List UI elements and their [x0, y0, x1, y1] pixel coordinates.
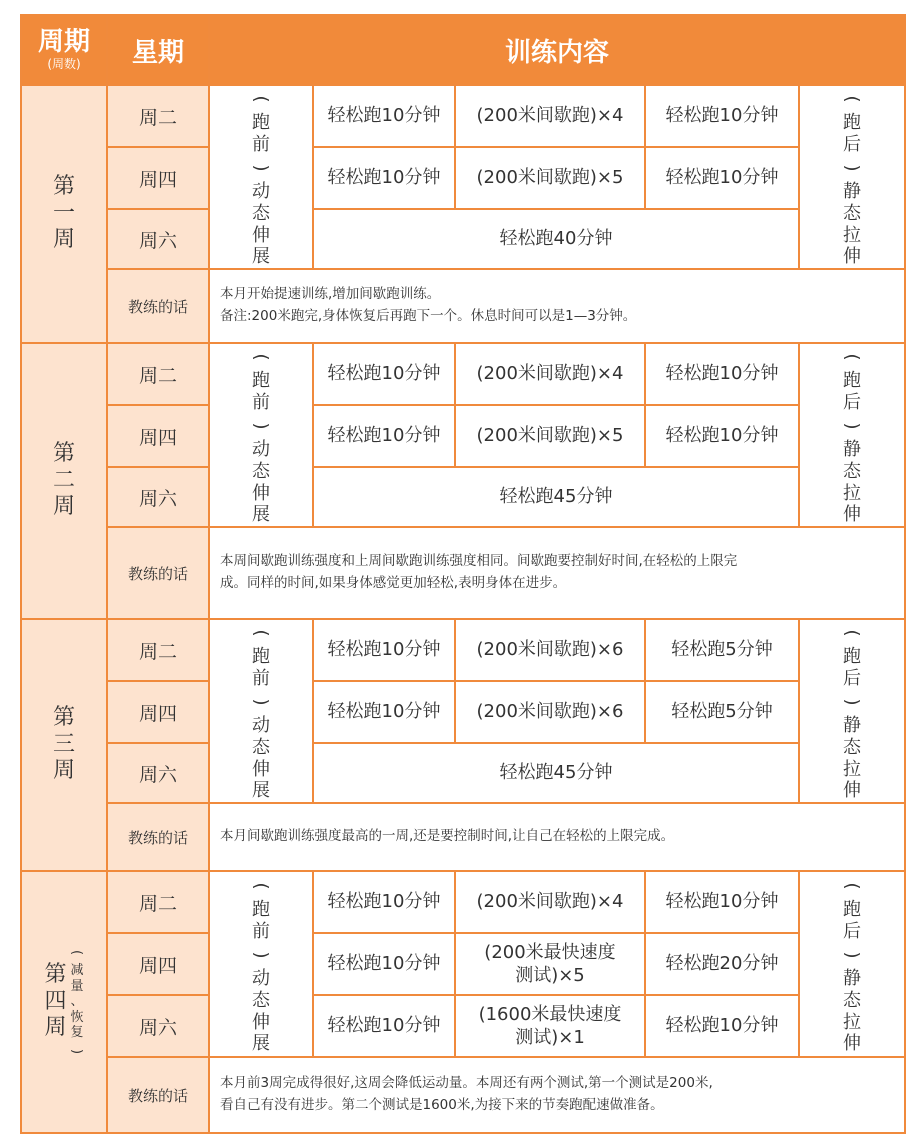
- activity-cooldown: [644, 870, 800, 934]
- week-label-1: [20, 84, 108, 344]
- weekday-cell: [106, 84, 210, 148]
- weekday-cell: [106, 994, 210, 1058]
- activity-warmup: [312, 680, 456, 744]
- activity-text: 轻松跑45分钟: [499, 762, 613, 784]
- pre-stretch-char: 伸: [252, 482, 270, 504]
- week-label-2: [20, 342, 108, 620]
- week-char: 第: [52, 174, 75, 200]
- post-stretch-char: 后: [843, 920, 861, 942]
- pre-stretch-paren-close: ): [251, 698, 272, 706]
- weekday-label: 周四: [138, 954, 177, 977]
- coach-note: [208, 802, 906, 872]
- week-char: 一: [52, 200, 75, 226]
- activity-text: 轻松跑10分钟: [327, 701, 441, 723]
- activity-cooldown: [644, 994, 800, 1058]
- activity-interval: [454, 680, 646, 744]
- weekday-cell: [106, 680, 210, 744]
- activity-text: 轻松跑10分钟: [665, 105, 779, 127]
- pre-stretch-char: 动: [252, 715, 270, 737]
- post-stretch-char: 静: [843, 181, 861, 203]
- coach-label-cell: [106, 268, 210, 344]
- pre-run-stretch: [208, 618, 314, 804]
- activity-text: 轻松跑10分钟: [665, 363, 779, 385]
- pre-stretch-char: 展: [252, 246, 270, 268]
- activity-interval: [454, 146, 646, 210]
- activity-text: (200米间歇跑)×5: [476, 167, 624, 189]
- coach-note-line: 成。同样的时间,如果身体感觉更加轻松,表明身体在进步。: [220, 575, 567, 591]
- post-stretch-paren-open: (: [842, 629, 863, 637]
- header-weekday: [106, 14, 210, 86]
- activity-text: 轻松跑10分钟: [327, 167, 441, 189]
- week-char: 周: [52, 494, 75, 520]
- activity-cooldown: [644, 932, 800, 996]
- activity-text: 轻松跑10分钟: [327, 639, 441, 661]
- post-stretch-char: 伸: [843, 504, 861, 526]
- activity-text: 轻松跑10分钟: [327, 891, 441, 913]
- activity-interval: [454, 994, 646, 1058]
- pre-stretch-text: [252, 620, 270, 802]
- activity-text: 轻松跑10分钟: [665, 425, 779, 447]
- weekday-label: 周六: [138, 763, 177, 786]
- activity-text: 轻松跑10分钟: [665, 167, 779, 189]
- activity-text: (200米间歇跑)×5: [476, 425, 624, 447]
- pre-stretch-char: 动: [252, 968, 270, 990]
- activity-warmup: [312, 84, 456, 148]
- activity-cooldown: [644, 680, 800, 744]
- post-stretch-char: 后: [843, 667, 861, 689]
- pre-run-stretch: [208, 342, 314, 528]
- pre-stretch-paren-open: (: [251, 353, 272, 361]
- weekday-label: 周四: [138, 702, 177, 725]
- pre-stretch-char: 态: [252, 990, 270, 1011]
- week-aside-char: 减: [70, 963, 84, 979]
- activity-cooldown: [644, 342, 800, 406]
- pre-stretch-paren-open: (: [251, 882, 272, 890]
- post-stretch-paren-close: ): [842, 164, 863, 172]
- pre-stretch-char: 态: [252, 737, 270, 758]
- weekday-label: 周二: [138, 892, 177, 915]
- activity-interval: [454, 932, 646, 996]
- activity-interval: [454, 870, 646, 934]
- week-aside-char: 、: [70, 994, 84, 1010]
- post-stretch-char: 静: [843, 439, 861, 461]
- week-char: 四: [44, 988, 67, 1014]
- post-stretch-paren-open: (: [842, 882, 863, 890]
- activity-warmup: [312, 994, 456, 1058]
- activity-warmup: [312, 932, 456, 996]
- coach-note-line: 本月开始提速训练,增加间歇跑训练。: [220, 286, 441, 303]
- activity-text: 轻松跑20分钟: [665, 953, 779, 975]
- pre-stretch-char: 跑: [252, 899, 270, 921]
- pre-stretch-char: 态: [252, 461, 270, 482]
- weekday-label: 周四: [138, 426, 177, 449]
- post-stretch-paren-open: (: [842, 95, 863, 103]
- weekday-label: 周四: [138, 168, 177, 191]
- pre-stretch-char: 动: [252, 439, 270, 461]
- week-aside-note: [71, 942, 84, 1062]
- pre-stretch-char: 跑: [252, 646, 270, 668]
- pre-stretch-text: [252, 86, 270, 268]
- pre-stretch-char: 展: [252, 504, 270, 526]
- weekday-cell: [106, 466, 210, 528]
- week-char: 周: [44, 1015, 67, 1041]
- pre-stretch-paren-open: (: [251, 629, 272, 637]
- coach-note-line: 看自己有没有进步。第二个测试是1600米,为接下来的节奏跑配速做准备。: [220, 1097, 664, 1113]
- weekday-cell: [106, 932, 210, 996]
- post-stretch-char: 跑: [843, 646, 861, 668]
- activity-interval: [454, 84, 646, 148]
- activity-text: 轻松跑10分钟: [327, 425, 441, 447]
- pre-run-stretch: [208, 870, 314, 1058]
- activity-text: 轻松跑10分钟: [327, 105, 441, 127]
- activity-text-line: (1600米最快速度: [478, 1003, 622, 1025]
- weekday-label: 周六: [138, 487, 177, 510]
- coach-label: 教练的话: [127, 564, 188, 583]
- post-stretch-char: 伸: [843, 246, 861, 268]
- weekday-label: 周二: [138, 640, 177, 663]
- activity-text: 轻松跑10分钟: [665, 1015, 779, 1037]
- activity-warmup: [312, 404, 456, 468]
- post-stretch-text: [843, 620, 861, 802]
- post-stretch-char: 拉: [843, 758, 861, 780]
- pre-stretch-char: 跑: [252, 370, 270, 392]
- coach-note: [208, 268, 906, 344]
- weekday-cell: [106, 618, 210, 682]
- week-char: 第: [44, 962, 67, 988]
- activity-full: [312, 466, 800, 528]
- header-cycle-sub: (周数): [47, 57, 81, 72]
- activity-cooldown: [644, 146, 800, 210]
- training-plan-table: [20, 14, 904, 1132]
- post-stretch-char: 拉: [843, 482, 861, 504]
- week-char: 周: [52, 758, 75, 784]
- activity-cooldown: [644, 618, 800, 682]
- activity-text-line: (200米最快速度: [484, 941, 616, 963]
- pre-stretch-text: [252, 873, 270, 1055]
- coach-note-line: 本月间歇跑训练强度最高的一周,还是要控制时间,让自己在轻松的上限完成。: [220, 828, 675, 845]
- pre-stretch-paren-close: ): [251, 422, 272, 430]
- activity-text: (200米间歇跑)×6: [476, 639, 624, 661]
- pre-stretch-char: 伸: [252, 1011, 270, 1033]
- pre-stretch-char: 跑: [252, 112, 270, 134]
- pre-stretch-char: 态: [252, 203, 270, 224]
- weekday-cell: [106, 146, 210, 210]
- post-stretch-text: [843, 86, 861, 268]
- post-stretch-paren-close: ): [842, 698, 863, 706]
- pre-stretch-char: 前: [252, 667, 270, 689]
- post-stretch-char: 静: [843, 715, 861, 737]
- weekday-cell: [106, 208, 210, 270]
- activity-text: 轻松跑10分钟: [327, 363, 441, 385]
- activity-text: 轻松跑10分钟: [327, 953, 441, 975]
- header-cycle: [20, 14, 108, 86]
- header-content: [208, 14, 906, 86]
- post-stretch-char: 伸: [843, 1033, 861, 1055]
- pre-stretch-char: 展: [252, 1033, 270, 1055]
- pre-stretch-char: 展: [252, 780, 270, 802]
- activity-text-line: 测试)×1: [515, 1027, 585, 1048]
- coach-note-line: 本周间歇跑训练强度和上周间歇跑训练强度相同。间歇跑要控制好时间,在轻松的上限完: [220, 553, 738, 570]
- activity-interval: [454, 404, 646, 468]
- post-run-stretch: [798, 84, 906, 270]
- week-aside-char: (: [69, 949, 85, 956]
- coach-label-cell: [106, 802, 210, 872]
- pre-stretch-paren-close: ): [251, 951, 272, 959]
- week-char: 第: [52, 441, 75, 467]
- activity-text: 轻松跑40分钟: [499, 228, 613, 250]
- activity-text: 轻松跑10分钟: [665, 891, 779, 913]
- weekday-label: 周二: [138, 364, 177, 387]
- post-stretch-paren-close: ): [842, 422, 863, 430]
- weekday-cell: [106, 742, 210, 804]
- week-aside-char: 恢: [70, 1009, 84, 1025]
- coach-note-line: 本月前3周完成得很好,这周会降低运动量。本周还有两个测试,第一个测试是200米,: [220, 1075, 713, 1092]
- pre-run-stretch: [208, 84, 314, 270]
- coach-note: [208, 1056, 906, 1134]
- post-stretch-char: 拉: [843, 224, 861, 246]
- activity-text: 轻松跑10分钟: [327, 1015, 441, 1037]
- post-stretch-char: 拉: [843, 1011, 861, 1033]
- activity-interval: [454, 342, 646, 406]
- post-stretch-char: 跑: [843, 899, 861, 921]
- header-content-label: 训练内容: [504, 37, 609, 68]
- week-aside-char: 复: [70, 1025, 84, 1041]
- post-run-stretch: [798, 618, 906, 804]
- activity-warmup: [312, 342, 456, 406]
- post-run-stretch: [798, 870, 906, 1058]
- post-stretch-text: [843, 873, 861, 1055]
- pre-stretch-char: 伸: [252, 224, 270, 246]
- weekday-label: 周二: [138, 106, 177, 129]
- post-stretch-char: 态: [843, 203, 861, 224]
- activity-full: [312, 208, 800, 270]
- post-run-stretch: [798, 342, 906, 528]
- header-weekday-label: 星期: [131, 37, 184, 68]
- activity-warmup: [312, 146, 456, 210]
- post-stretch-char: 态: [843, 461, 861, 482]
- pre-stretch-char: 动: [252, 181, 270, 203]
- activity-text: (200米间歇跑)×6: [476, 701, 624, 723]
- post-stretch-char: 伸: [843, 780, 861, 802]
- post-stretch-char: 静: [843, 968, 861, 990]
- week-aside-char: ): [69, 1048, 85, 1055]
- activity-text: 轻松跑5分钟: [671, 639, 773, 661]
- weekday-label: 周六: [138, 1016, 177, 1039]
- post-stretch-text: [843, 344, 861, 526]
- activity-interval: [454, 618, 646, 682]
- coach-label-cell: [106, 1056, 210, 1134]
- week-char: 第: [52, 705, 75, 731]
- post-stretch-paren-open: (: [842, 353, 863, 361]
- coach-note: [208, 526, 906, 620]
- activity-text: (200米间歇跑)×4: [476, 363, 624, 385]
- coach-note-line: 备注:200米跑完,身体恢复后再跑下一个。休息时间可以是1—3分钟。: [220, 308, 637, 324]
- pre-stretch-char: 前: [252, 133, 270, 155]
- pre-stretch-paren-open: (: [251, 95, 272, 103]
- activity-full: [312, 742, 800, 804]
- pre-stretch-text: [252, 344, 270, 526]
- activity-text: 轻松跑45分钟: [499, 486, 613, 508]
- header-cycle-label: 周期: [37, 27, 90, 58]
- post-stretch-char: 跑: [843, 370, 861, 392]
- post-stretch-char: 跑: [843, 112, 861, 134]
- post-stretch-char: 后: [843, 391, 861, 413]
- pre-stretch-char: 前: [252, 920, 270, 942]
- activity-warmup: [312, 618, 456, 682]
- activity-warmup: [312, 870, 456, 934]
- pre-stretch-paren-close: ): [251, 164, 272, 172]
- coach-label: 教练的话: [127, 1086, 188, 1105]
- coach-label-cell: [106, 526, 210, 620]
- post-stretch-char: 态: [843, 990, 861, 1011]
- activity-text: (200米间歇跑)×4: [476, 891, 624, 913]
- activity-text-line: 测试)×5: [515, 965, 585, 986]
- activity-cooldown: [644, 84, 800, 148]
- week-aside-char: 量: [70, 978, 84, 994]
- pre-stretch-char: 伸: [252, 758, 270, 780]
- post-stretch-char: 态: [843, 737, 861, 758]
- week-char: 二: [52, 467, 75, 493]
- weekday-cell: [106, 342, 210, 406]
- post-stretch-paren-close: ): [842, 951, 863, 959]
- coach-label: 教练的话: [127, 828, 188, 847]
- week-label-4: [20, 870, 108, 1134]
- activity-text: (200米间歇跑)×4: [476, 105, 624, 127]
- post-stretch-char: 后: [843, 133, 861, 155]
- activity-cooldown: [644, 404, 800, 468]
- activity-text: 轻松跑5分钟: [671, 701, 773, 723]
- week-char: 周: [52, 227, 75, 253]
- pre-stretch-char: 前: [252, 391, 270, 413]
- week-char: 三: [52, 731, 75, 757]
- weekday-cell: [106, 404, 210, 468]
- weekday-cell: [106, 870, 210, 934]
- week-label-3: [20, 618, 108, 872]
- weekday-label: 周六: [138, 229, 177, 252]
- coach-label: 教练的话: [127, 297, 188, 316]
